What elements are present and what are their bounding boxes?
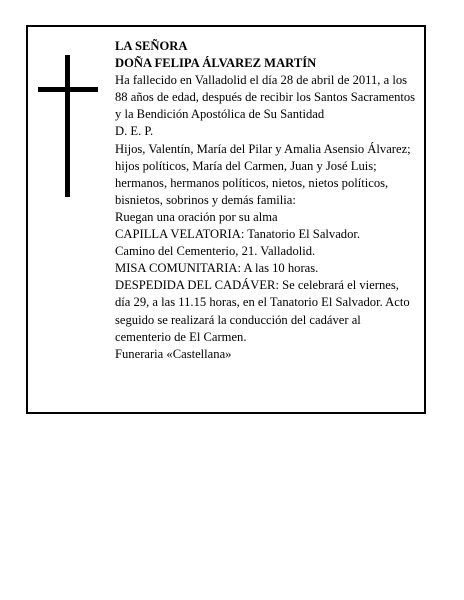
chapel-line — [115, 226, 417, 243]
chapel-label: CAPILLA VELATORIA: — [115, 227, 245, 242]
rip-text: D. E. P. — [115, 124, 154, 139]
cross-vertical-bar — [65, 55, 70, 197]
deceased-name: DOÑA FELIPA ÁLVAREZ MARTÍN — [115, 56, 317, 71]
obituary-text-block — [115, 38, 417, 363]
funeral-home: Funeraria «Castellana» — [115, 346, 232, 361]
family-list: Hijos, Valentín, María del Pilar y Amalia Asensio Álvarez; hijos políticos, María del Carmen, Juan y José Luis; hermanos, hermanos políticos, nietos, nietos políticos, bisnietos, sobrinos y demás familia: — [115, 141, 411, 207]
farewell-label: DESPEDIDA DEL CADÁVER: — [115, 278, 279, 293]
farewell-text: Se celebrará el viernes, día 29, a las 11.15 horas, en el Tanatorio El Salvador. Acto seguido se realizará la conducción del cadáver al cementerio de El Carmen. — [115, 278, 410, 344]
notice-heading: LA SEÑORA — [115, 39, 188, 53]
prayer-request: Ruegan una oración por su alma — [115, 209, 278, 224]
cross-horizontal-bar — [38, 87, 98, 92]
farewell-line — [115, 277, 417, 345]
mass-text: A las 10 horas. — [241, 261, 319, 276]
mass-line — [115, 260, 417, 277]
mass-label: MISA COMUNITARIA: — [115, 261, 241, 276]
chapel-text: Tanatorio El Salvador. — [244, 227, 361, 242]
chapel-address: Camino del Cementerio, 21. Valladolid. — [115, 244, 316, 259]
death-statement: Ha fallecido en Valladolid el día 28 de abril de 2011, a los 88 años de edad, después de recibir los Santos Sacramentos y la Bendición Apostólica de Su Santidad — [115, 73, 416, 122]
cross-icon — [38, 55, 98, 197]
